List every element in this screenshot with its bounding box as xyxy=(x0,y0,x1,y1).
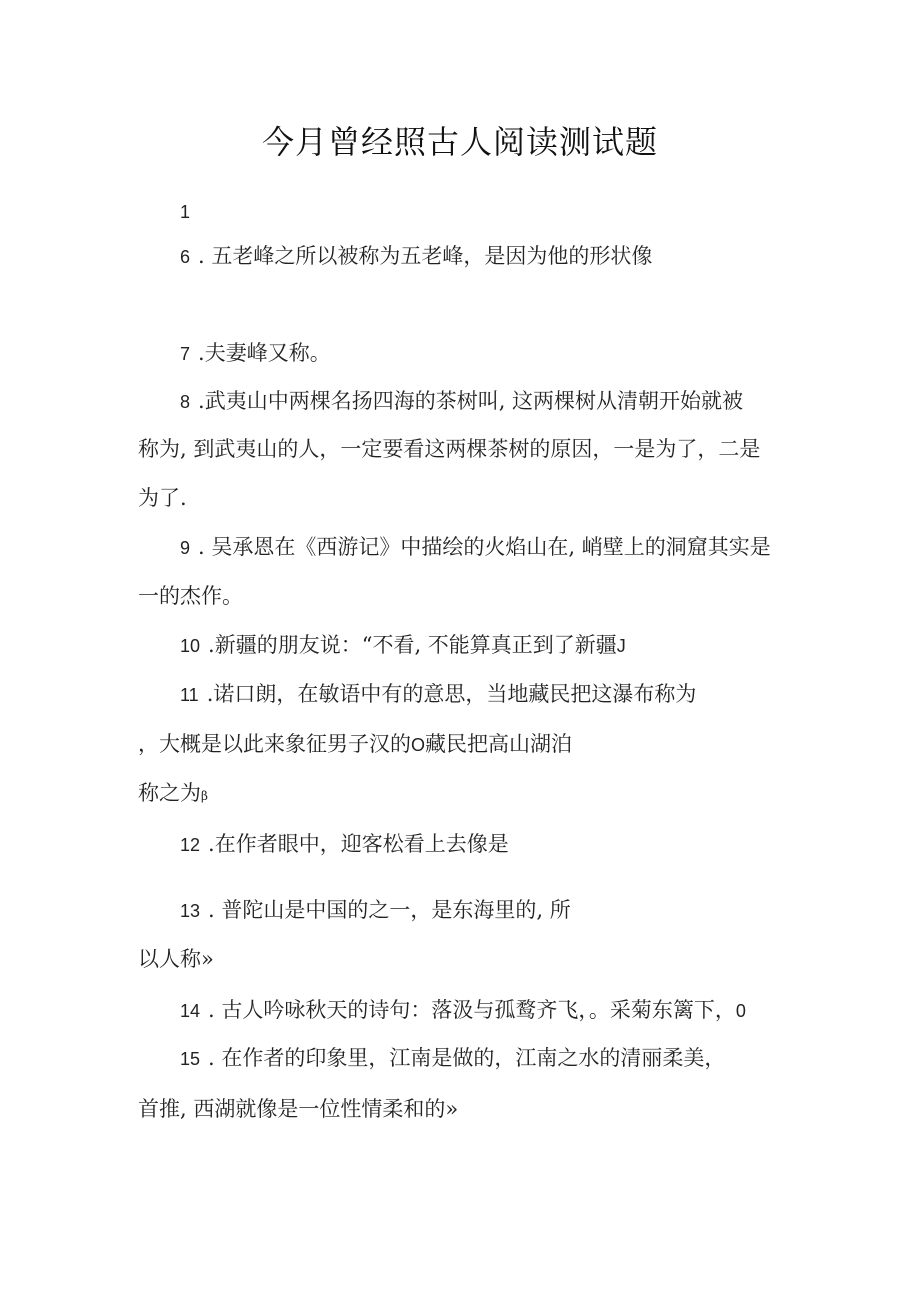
question-text: ，大概是以此来象征男子汉的 xyxy=(138,732,411,756)
question-text-end: 0 xyxy=(735,1001,746,1021)
question-number: 11 xyxy=(180,685,199,705)
question-text: . 古人吟咏秋天的诗句：落汲与孤鹜齐飞，。采菊东篱下， xyxy=(208,998,736,1022)
question-9 xyxy=(180,535,771,560)
question-number: 13 xyxy=(180,901,201,921)
document-title: 今月曾经照古人阅读测试题 xyxy=(261,123,658,161)
question-text-mark: β xyxy=(201,789,208,803)
question-text: .夫妻峰又称。 xyxy=(198,341,331,365)
question-text: . 在作者的印象里，江南是做的，江南之水的清丽柔美， xyxy=(208,1046,726,1070)
question-text: 藏民把高山湖泊 xyxy=(425,732,573,756)
question-number: 6 xyxy=(180,247,191,267)
question-6 xyxy=(180,244,652,269)
question-15 xyxy=(180,1046,725,1071)
question-number: 8 xyxy=(180,392,191,412)
question-text-end: J xyxy=(616,636,626,656)
question-number: 15 xyxy=(180,1049,201,1069)
question-text-mark: O xyxy=(411,735,426,755)
section-number-line xyxy=(180,199,198,224)
question-12 xyxy=(180,832,509,857)
question-number: 10 xyxy=(180,636,201,656)
question-text: . 普陀山是中国的之一，是东海里的, 所 xyxy=(208,898,571,922)
question-13 xyxy=(180,898,571,923)
question-number: 14 xyxy=(180,1001,201,1021)
question-8-continuation: 称为, 到武夷山的人，一定要看这两棵茶树的原因，一是为了，二是 xyxy=(138,437,761,461)
question-9-continuation: 一的杰作。 xyxy=(138,584,243,608)
question-text: 称之为 xyxy=(138,781,201,805)
question-7 xyxy=(180,341,331,366)
question-number: 9 xyxy=(180,538,191,558)
question-text: .武夷山中两棵名扬四海的茶树叫, 这两棵树从清朝开始就被 xyxy=(198,389,744,413)
question-13-continuation: 以人称» xyxy=(138,947,214,971)
question-11 xyxy=(180,682,696,707)
question-text: . 吴承恩在《西游记》中描绘的火焰山在, 峭壁上的洞窟其实是 xyxy=(198,535,771,559)
question-text: . 五老峰之所以被称为五老峰，是因为他的形状像 xyxy=(198,244,653,268)
question-text: .新疆的朋友说：“不看, 不能算真正到了新疆 xyxy=(208,633,617,657)
question-text: .诺口朗，在敏语中有的意思，当地藏民把这瀑布称为 xyxy=(206,682,697,706)
question-11-continuation xyxy=(138,732,572,757)
question-8-continuation: 为了. xyxy=(138,486,187,510)
question-14 xyxy=(180,998,746,1023)
question-text: .在作者眼中，迎客松看上去像是 xyxy=(208,832,509,856)
question-number: 7 xyxy=(180,344,191,364)
question-11-continuation xyxy=(138,781,208,806)
question-number: 12 xyxy=(180,835,201,855)
question-10 xyxy=(180,633,626,658)
question-15-continuation: 首推, 西湖就像是一位性情柔和的» xyxy=(138,1097,459,1121)
section-number: 1 xyxy=(180,202,191,222)
question-8 xyxy=(180,389,743,414)
